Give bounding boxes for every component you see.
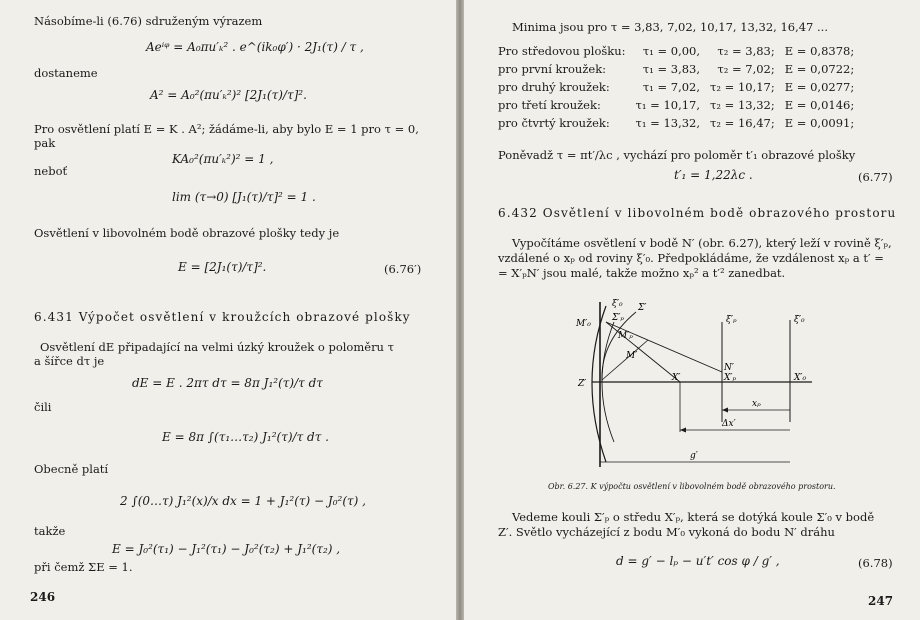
minima-row-label: Pro středovou plošku: (498, 44, 626, 58)
label-n: N′ (724, 363, 734, 373)
minima-table-row (498, 60, 864, 78)
minima-row-e: E = 0,8378; (784, 44, 855, 58)
text-takze: takže (34, 524, 66, 538)
minima-row-tau1: τ₁ = 0,00, (642, 44, 701, 58)
text-osvetleni-3a: Osvětlení dE připadající na velmi úzký kroužek o poloměru τ (40, 340, 394, 354)
label-g: g′ (690, 451, 698, 461)
equation-2: A² = A₀²(πu′ₖ²)² [2J₁(τ)/τ]². (150, 88, 307, 102)
ray-n (606, 322, 722, 372)
text-dostaneme: dostaneme (34, 66, 98, 80)
minima-row-e: E = 0,0722; (784, 62, 855, 76)
minima-table-row (498, 96, 864, 114)
label-xi0-right: ξ′₀ (794, 315, 805, 325)
minima-row-tau1: τ₁ = 3,83, (642, 62, 701, 76)
equation-4: lim (τ→0) [J₁(τ)/τ]² = 1 . (172, 190, 316, 204)
text-nebot: neboť (34, 164, 68, 178)
sphere-sigma0 (592, 306, 606, 462)
label-xp-dim: xₚ (752, 399, 761, 409)
minima-row-tau2: τ₂ = 16,47; (710, 116, 775, 130)
text-ponevadz: Poněvadž τ = πt′/λc , vychází pro poloměr t′₁ obrazové plošky (498, 148, 856, 162)
equation-11-number: (6.78) (858, 556, 893, 570)
label-m0: M′₀ (576, 319, 591, 329)
text-paragraph-3: = X′ₚN′ jsou malé, takže možno xₚ² a t′² zanedbat. (498, 266, 786, 280)
minima-row-e: E = 0,0146; (784, 98, 855, 112)
figure-caption: Obr. 6.27. K výpočtu osvětlení v libovolném bodě obrazového prostoru. (548, 482, 836, 491)
text-obecne: Obecně platí (34, 462, 109, 476)
minima-table-body (498, 42, 864, 132)
label-x0: X′₀ (794, 373, 807, 383)
minima-row-tau2: τ₂ = 7,02; (717, 62, 775, 76)
figure-6-27 (572, 292, 832, 472)
label-sigma: Σ′ (638, 303, 647, 313)
label-sigmap: Σ′ₚ (612, 313, 625, 323)
section-heading-6432: 6.432 Osvětlení v libovolném bodě obrazového prostoru (498, 206, 897, 220)
section-heading-6431: 6.431 Výpočet osvětlení v kroužcích obrazové plošky (34, 310, 411, 324)
minima-table (498, 42, 864, 132)
equation-8: 2 ∫(0…τ) J₁²(x)/x dx = 1 + J₁²(τ) − J₀²(τ) , (120, 494, 366, 508)
text-paragraph-1: Vypočítáme osvětlení v bodě N′ (obr. 6.27), který leží v rovině ξ′ₚ, (512, 236, 892, 250)
label-m: M′ (626, 351, 638, 361)
text-pak: pak (34, 136, 56, 150)
label-x: X′ (672, 373, 681, 383)
minima-row-tau2: τ₂ = 10,17; (710, 80, 775, 94)
equation-10-number: (6.77) (858, 170, 893, 184)
equation-10: t′₁ = 1,22λc . (674, 168, 753, 182)
equation-5-number: (6.76′) (384, 262, 422, 276)
minima-table-row (498, 114, 864, 132)
equation-3: KA₀²(πu′ₖ²)² = 1 , (172, 152, 274, 166)
text-pricem: při čemž ΣE = 1. (34, 560, 133, 574)
equation-9: E = J₀²(τ₁) − J₁²(τ₁) − J₀²(τ₂) + J₁²(τ₂) , (112, 542, 341, 556)
book-gutter (456, 0, 464, 620)
text-osvetleni-1: Pro osvětlení platí E = K . A²; žádáme-li, aby bylo E = 1 pro τ = 0, (34, 122, 419, 136)
minima-row-label: pro první kroužek: (498, 62, 607, 76)
equation-11: d = g′ − lₚ − u′t′ cos φ / g′ , (616, 554, 780, 568)
page-number-left: 246 (30, 590, 56, 604)
minima-row-label: pro čtvrtý kroužek: (498, 116, 610, 130)
label-mp: M′ₚ (618, 331, 633, 341)
arrow-dx (680, 428, 686, 433)
text-paragraph-5: Z′. Světlo vycházející z bodu M′₀ vykoná do bodu N′ dráhu (498, 525, 835, 539)
minima-row-label: pro třetí kroužek: (498, 98, 601, 112)
text-paragraph-4: Vedeme kouli Σ′ₚ o středu X′ₚ, která se dotýká koule Σ′₀ v bodě (512, 510, 875, 524)
text-cili: čili (34, 400, 52, 414)
label-z: Z′ (578, 379, 587, 389)
minima-row-tau2: τ₂ = 13,32; (710, 98, 775, 112)
equation-1 (146, 40, 364, 54)
text-minima: Minima jsou pro τ = 3,83, 7,02, 10,17, 13,32, 16,47 ... (512, 20, 828, 34)
label-xip: ξ′ₚ (726, 315, 737, 325)
text-osvetleni-3b: a šířce dτ je (34, 354, 105, 368)
label-xp: X′ₚ (724, 373, 737, 383)
equation-1-text: Aeⁱᵠ = A₀πu′ₖ² . e^(ik₀φ′) · 2J₁(τ) / τ , (146, 40, 364, 54)
minima-row-tau1: τ₁ = 13,32, (635, 116, 701, 130)
text-paragraph-2: vzdálené o xₚ od roviny ξ′₀. Předpokládáme, že vzdálenost xₚ a t′ = (498, 251, 884, 265)
minima-row-tau1: τ₁ = 7,02, (642, 80, 701, 94)
equation-5: E = [2J₁(τ)/τ]². (178, 260, 267, 274)
minima-row-label: pro druhý kroužek: (498, 80, 610, 94)
minima-row-e: E = 0,0091; (784, 116, 855, 130)
page-number-right: 247 (868, 594, 894, 608)
text-osvetleni-2: Osvětlení v libovolném bodě obrazové plošky tedy je (34, 226, 340, 240)
minima-row-tau2: τ₂ = 3,83; (717, 44, 775, 58)
minima-table-row (498, 42, 864, 60)
arrow-xp (722, 408, 728, 413)
label-xi0: ξ′₀ (612, 299, 623, 309)
minima-table-row (498, 78, 864, 96)
equation-6: dE = E . 2πτ dτ = 8π J₁²(τ)/τ dτ (132, 376, 323, 390)
label-dx: Δx′ (722, 419, 736, 429)
text-intro: Násobíme-li (6.76) sdruženým výrazem (34, 14, 263, 28)
minima-row-tau1: τ₁ = 10,17, (635, 98, 701, 112)
minima-row-e: E = 0,0277; (784, 80, 855, 94)
right-page (464, 0, 920, 620)
equation-7: E = 8π ∫(τ₁…τ₂) J₁²(τ)/τ dτ . (162, 430, 329, 444)
left-page (0, 0, 456, 620)
